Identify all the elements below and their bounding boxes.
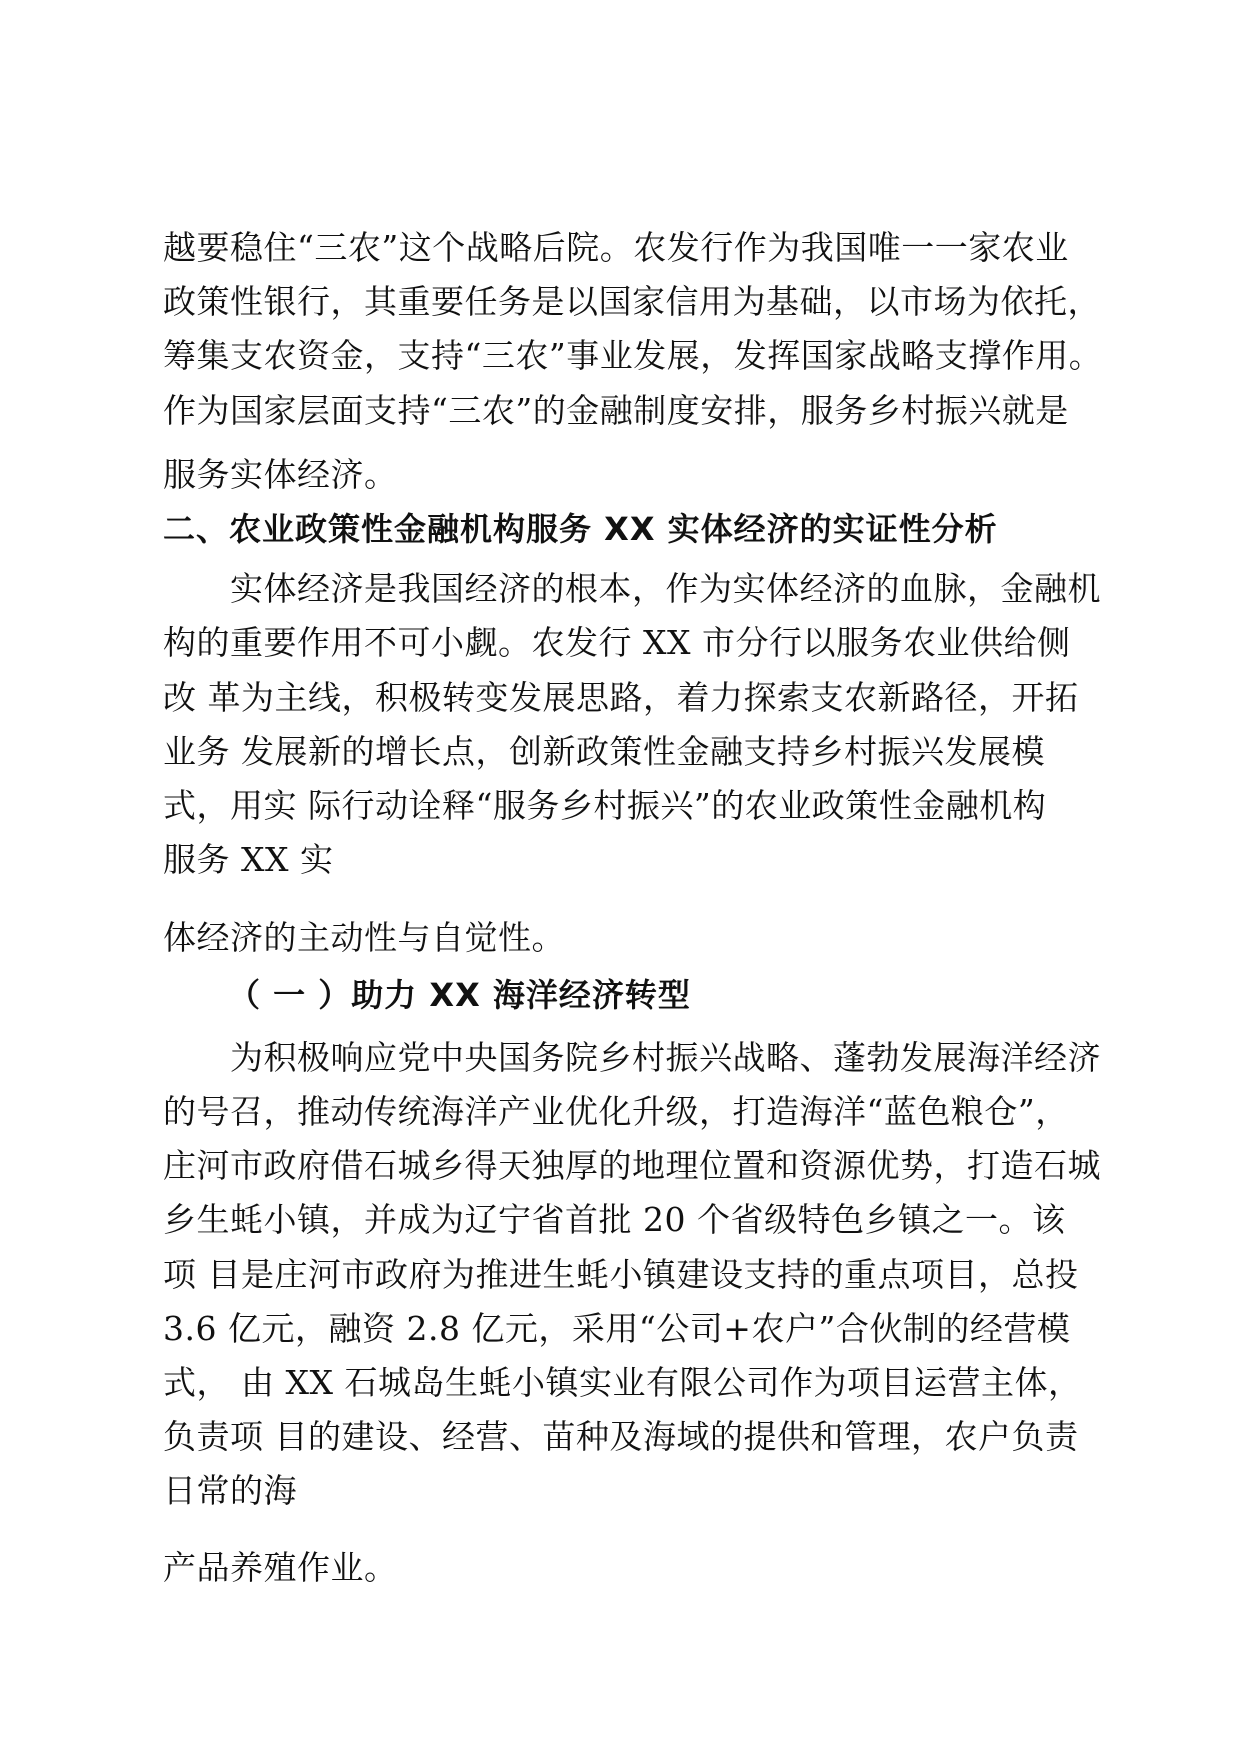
- paragraph-line-10: 业务 发展新的增长点，创新政策性金融支持乡村振兴发展模: [163, 732, 1045, 771]
- paragraph-line-5: 服务实体经济。: [163, 455, 398, 494]
- subsection-heading: （ 一 ）助力 XX 海洋经济转型: [228, 976, 691, 1014]
- paragraph-line-20: 3.6 亿元，融资 2.8 亿元，采用“公司+农户”合伙制的经营模: [163, 1309, 1071, 1348]
- paragraph-line-1: 越要稳住“三农”这个战略后院。农发行作为我国唯一一家农业: [163, 228, 1069, 267]
- paragraph-line-8: 构的重要作用不可小觑。农发行 XX 市分行以服务农业供给侧: [163, 623, 1071, 662]
- paragraph-line-19: 项 目是庄河市政府为推进生蚝小镇建设支持的重点项目，总投: [163, 1255, 1079, 1294]
- paragraph-line-18: 乡生蚝小镇，并成为辽宁省首批 20 个省级特色乡镇之一。该: [163, 1200, 1066, 1239]
- section-heading: 二、农业政策性金融机构服务 XX 实体经济的实证性分析: [163, 510, 998, 548]
- paragraph-line-23: 日常的海: [163, 1471, 297, 1510]
- paragraph-line-11: 式，用实 际行动诠释“服务乡村振兴”的农业政策性金融机构: [163, 786, 1047, 825]
- paragraph-line-21: 式， 由 XX 石城岛生蚝小镇实业有限公司作为项目运营主体，: [163, 1363, 1082, 1402]
- paragraph-line-9: 改 革为主线，积极转变发展思路，着力探索支农新路径，开拓: [163, 678, 1079, 717]
- paragraph-line-2: 政策性银行，其重要任务是以国家信用为基础，以市场为依托，: [163, 282, 1101, 321]
- paragraph-line-17: 庄河市政府借石城乡得天独厚的地理位置和资源优势，打造石城: [163, 1146, 1101, 1185]
- paragraph-line-3: 筹集支农资金，支持“三农”事业发展，发挥国家战略支撑作用。: [163, 336, 1103, 375]
- paragraph-line-4: 作为国家层面支持“三农”的金融制度安排，服务乡村振兴就是: [163, 391, 1069, 430]
- paragraph-line-12: 服务 XX 实: [163, 840, 334, 879]
- paragraph-line-22: 负责项 目的建设、经营、苗种及海域的提供和管理，农户负责: [163, 1417, 1079, 1456]
- paragraph-line-15: 为积极响应党中央国务院乡村振兴战略、蓬勃发展海洋经济: [230, 1038, 1101, 1077]
- paragraph-line-7: 实体经济是我国经济的根本，作为实体经济的血脉，金融机: [230, 569, 1101, 608]
- paragraph-line-24: 产品养殖作业。: [163, 1548, 398, 1587]
- paragraph-line-16: 的号召，推动传统海洋产业优化升级，打造海洋“蓝色粮仓”，: [163, 1092, 1069, 1131]
- paragraph-line-13: 体经济的主动性与自觉性。: [163, 918, 565, 957]
